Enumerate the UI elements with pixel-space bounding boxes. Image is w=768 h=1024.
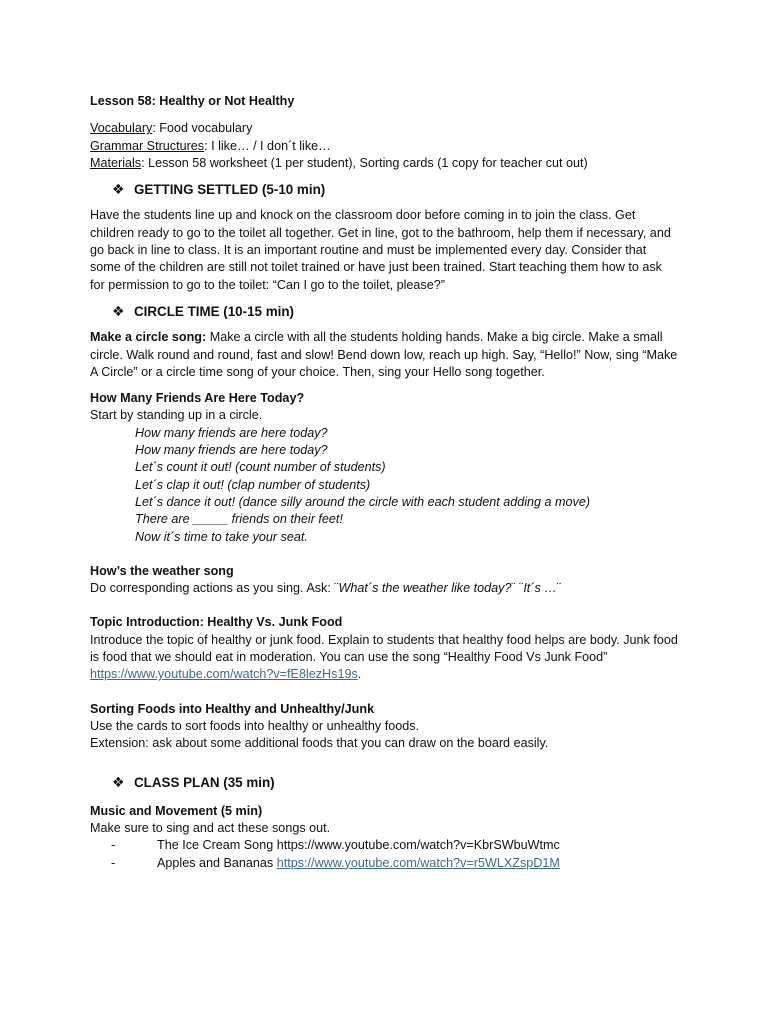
vocabulary-line — [90, 120, 678, 137]
circle-song-text: Make a circle with all the students holding hands. Make a big circle. Make a small circle. Walk round and round, fast and slow! Bend down low, reach up high. Say, “Hello!” Now, sing “Make A Circle” or a circle time song of your choice. Then, sing your Hello song together. — [90, 330, 678, 379]
circle-song-label: Make a circle song: — [90, 330, 207, 345]
weather-heading: How’s the weather song — [90, 563, 234, 578]
weather-text — [90, 580, 678, 597]
materials-line — [90, 155, 678, 172]
ice-cream-song: The Ice Cream Song https://www.youtube.com/watch?v=KbrSWbuWtmc — [157, 838, 560, 853]
music-intro: Make sure to sing and act these songs out. — [90, 821, 331, 836]
diamond-bullet-icon: ❖ — [112, 302, 125, 319]
weather-text-mid: ¨ ¨ — [511, 581, 524, 596]
vocabulary-label: Vocabulary — [90, 121, 153, 136]
sorting-heading: Sorting Foods into Healthy and Unhealthy/Junk — [90, 701, 375, 716]
apples-bananas-label: Apples and Bananas — [157, 855, 277, 870]
apples-bananas-link[interactable]: https://www.youtube.com/watch?v=r5WLXZspD1M — [276, 855, 560, 870]
diamond-bullet-icon: ❖ — [112, 181, 125, 198]
topic-block — [90, 614, 678, 683]
list-item — [90, 855, 678, 872]
song-line: There are _____ friends on their feet! — [135, 512, 343, 527]
lesson-title: Lesson 58: Healthy or Not Healthy — [90, 94, 295, 108]
grammar-label: Grammar Structures — [90, 138, 205, 153]
song-line: Let´s count it out! (count number of students) — [135, 460, 386, 475]
apples-bananas-item — [157, 855, 560, 872]
music-heading: Music and Movement (5 min) — [90, 803, 263, 818]
grammar-line — [90, 138, 678, 155]
grammar-value: : I like… / I don´t like… — [204, 138, 331, 153]
section-heading: CLASS PLAN (35 min) — [134, 774, 275, 790]
weather-answer: It´s … — [523, 581, 557, 596]
dash-bullet: - — [111, 838, 116, 853]
materials-label: Materials — [90, 155, 142, 170]
spacer — [90, 597, 678, 614]
song-line: Now it´s time to take your seat. — [135, 529, 308, 544]
topic-body: Introduce the topic of healthy or junk food. Explain to students that healthy food helps are body. Junk food is food that we should eat in moderation. You can use the song “Healthy Food Vs Junk Food” — [90, 632, 678, 665]
spacer — [90, 684, 678, 701]
friends-intro: Start by standing up in a circle. — [90, 408, 263, 423]
friends-heading: How Many Friends Are Here Today? — [90, 391, 305, 406]
topic-heading: Topic Introduction: Healthy Vs. Junk Food — [90, 615, 343, 630]
song-line: Let´s clap it out! (clap number of students) — [135, 477, 371, 492]
list-item — [90, 837, 678, 854]
dash-bullet: - — [111, 855, 116, 870]
spacer — [90, 753, 678, 770]
materials-value: : Lesson 58 worksheet (1 per student), Sorting cards (1 copy for teacher cut out) — [141, 155, 588, 170]
topic-video-link[interactable]: https://www.youtube.com/watch?v=fE8lezHs19s — [90, 667, 358, 682]
music-block — [90, 803, 678, 872]
song-line: Let´s dance it out! (dance silly around the circle with each student adding a move) — [135, 494, 591, 509]
sorting-line: Use the cards to sort foods into healthy or unhealthy foods. — [90, 718, 420, 733]
vocabulary-value: : Food vocabulary — [152, 121, 253, 136]
spacer — [90, 546, 678, 563]
weather-text-after: ¨ — [556, 581, 562, 596]
section-class-plan — [90, 774, 678, 791]
section-heading: CIRCLE TIME (10-15 min) — [134, 303, 294, 319]
lesson-meta — [90, 120, 678, 172]
song-line: How many friends are here today? — [135, 425, 328, 440]
section-getting-settled — [90, 181, 678, 198]
topic-text — [90, 632, 678, 684]
sorting-extension: Extension: ask about some additional foods that you can draw on the board easily. — [90, 736, 549, 751]
friends-block — [90, 390, 678, 546]
diamond-bullet-icon: ❖ — [112, 773, 125, 790]
weather-text-before: Do corresponding actions as you sing. Ask: ¨ — [90, 581, 339, 596]
weather-question: What´s the weather like today? — [338, 581, 512, 596]
topic-after: . — [357, 667, 362, 682]
circle-song-paragraph — [90, 329, 678, 381]
sorting-block — [90, 701, 678, 753]
getting-settled-paragraph: Have the students line up and knock on the classroom door before coming in to join the class. Get children ready to go to the toilet all together. Get in line, got to the bathroom, help them if necessary, and go back in line to class. It is an important routine and must be implemented every day. Consider that some of the children are still not toilet trained or have just been trained. Start teaching them how to ask for permission to go to the toilet: “Can I go to the toilet, please?” — [90, 208, 671, 292]
section-circle-time — [90, 303, 678, 320]
weather-block — [90, 563, 678, 598]
song-line: How many friends are here today? — [135, 443, 328, 458]
section-heading: GETTING SETTLED (5-10 min) — [134, 182, 326, 198]
